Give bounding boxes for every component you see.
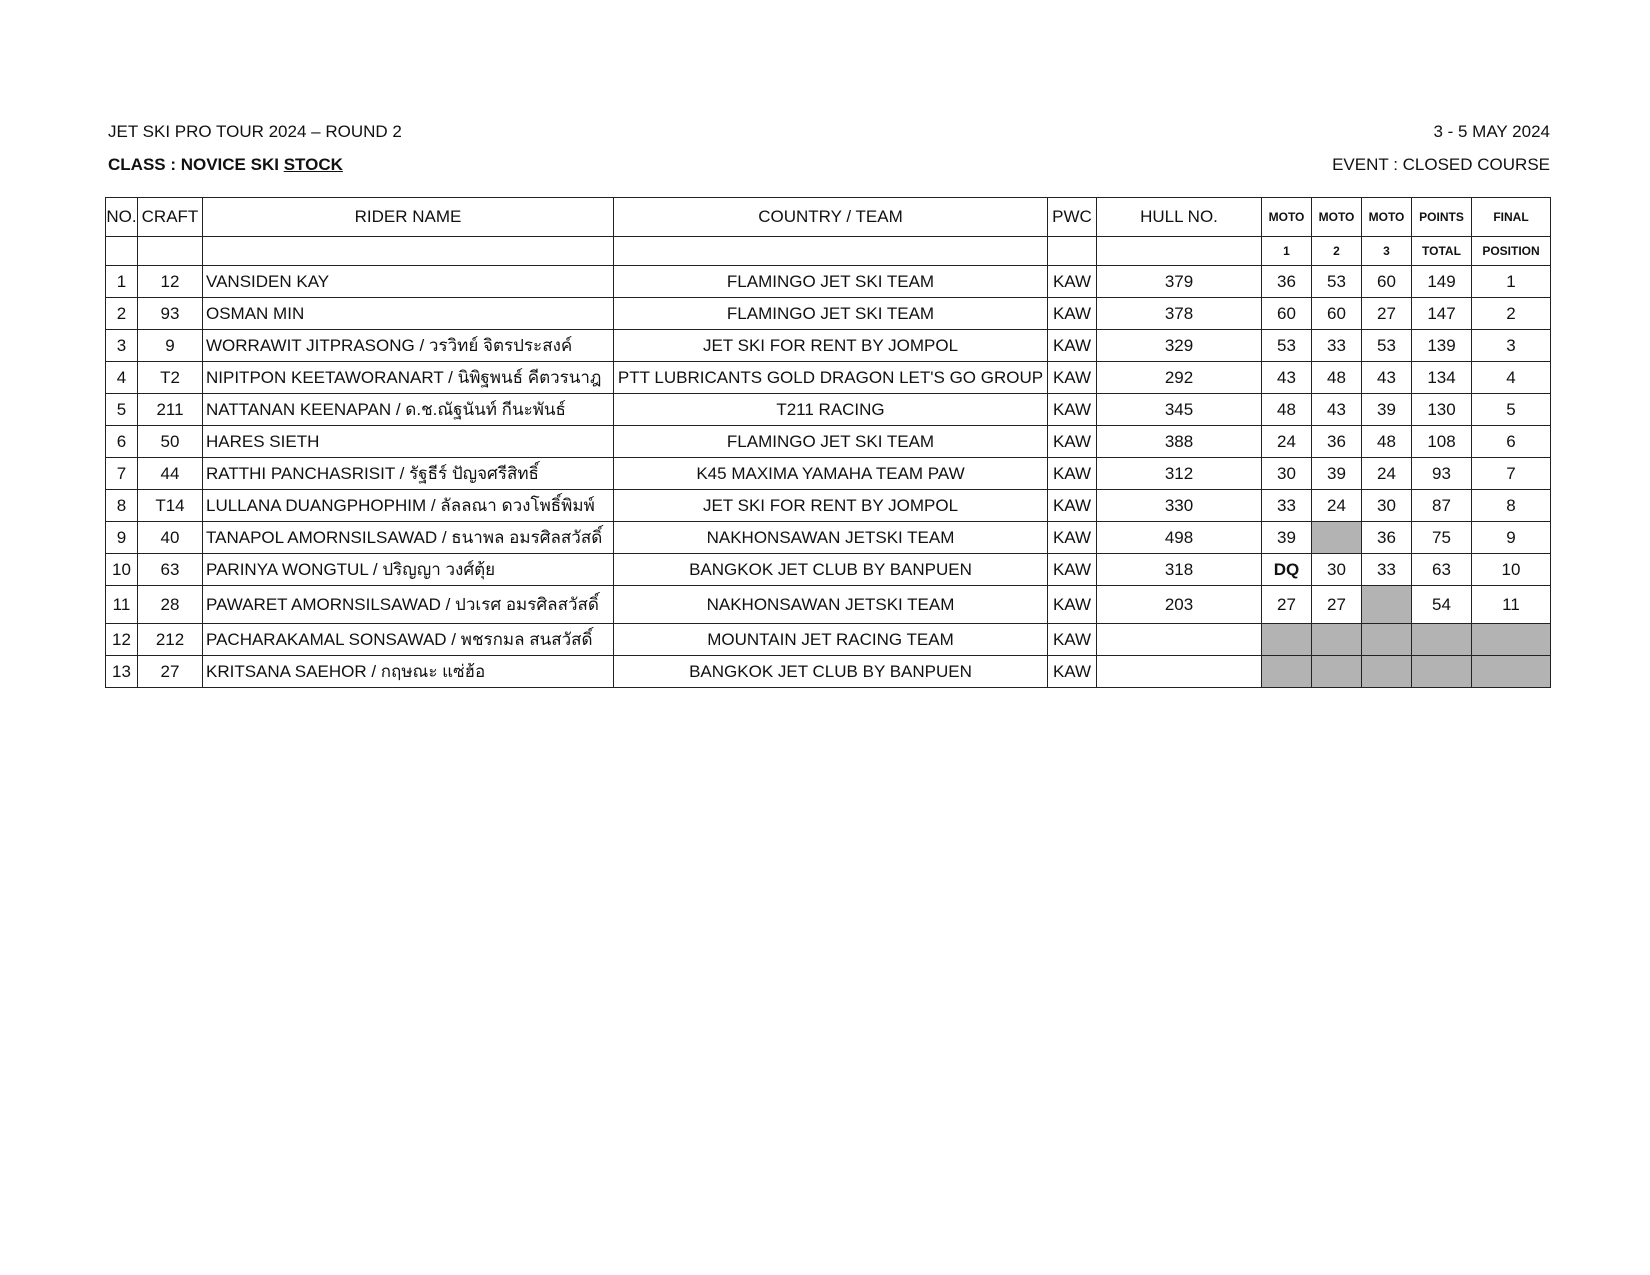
class-label <box>108 155 343 175</box>
cell-moto2 <box>1312 624 1362 656</box>
cell-moto2: 24 <box>1312 490 1362 522</box>
cell-no: 3 <box>106 330 138 362</box>
cell-craft: 40 <box>138 522 203 554</box>
cell-rider: NATTANAN KEENAPAN / ด.ช.ณัฐนันท์ กีนะพันธ์ <box>203 394 614 426</box>
cell-rider: OSMAN MIN <box>203 298 614 330</box>
cell-moto3: 60 <box>1362 266 1412 298</box>
cell-final-position: 2 <box>1472 298 1551 330</box>
cell-rider: LULLANA DUANGPHOPHIM / ลัลลณา ดวงโพธิ์พิมพ์ <box>203 490 614 522</box>
event-type: EVENT : CLOSED COURSE <box>1332 155 1550 174</box>
cell-moto2: 33 <box>1312 330 1362 362</box>
col-team-sub <box>614 237 1048 266</box>
table-row <box>106 490 1551 522</box>
class-stock: STOCK <box>283 155 343 174</box>
col-final-sub: POSITION <box>1472 237 1551 266</box>
cell-moto3: 36 <box>1362 522 1412 554</box>
cell-moto2: 43 <box>1312 394 1362 426</box>
cell-final-position <box>1472 656 1551 688</box>
cell-final-position: 7 <box>1472 458 1551 490</box>
cell-moto1: 24 <box>1262 426 1312 458</box>
cell-craft: 27 <box>138 656 203 688</box>
cell-craft: 211 <box>138 394 203 426</box>
col-moto2-sub: 2 <box>1312 237 1362 266</box>
results-table <box>105 197 1551 688</box>
cell-rider: PARINYA WONGTUL / ปริญญา วงศ์ตุ้ย <box>203 554 614 586</box>
cell-pwc: KAW <box>1048 586 1097 624</box>
cell-pwc: KAW <box>1048 330 1097 362</box>
cell-moto1: 27 <box>1262 586 1312 624</box>
cell-team: K45 MAXIMA YAMAHA TEAM PAW <box>614 458 1048 490</box>
cell-moto3: 48 <box>1362 426 1412 458</box>
cell-team: NAKHONSAWAN JETSKI TEAM <box>614 586 1048 624</box>
cell-rider: RATTHI PANCHASRISIT / รัฐธีร์ ปัญจศรีสิทธิ์ <box>203 458 614 490</box>
cell-hull: 345 <box>1097 394 1262 426</box>
cell-pwc: KAW <box>1048 554 1097 586</box>
cell-final-position: 9 <box>1472 522 1551 554</box>
cell-rider: TANAPOL AMORNSILSAWAD / ธนาพล อมรศิลสวัสดิ์ <box>203 522 614 554</box>
col-moto3: MOTO <box>1362 198 1412 237</box>
cell-no: 12 <box>106 624 138 656</box>
cell-craft: 12 <box>138 266 203 298</box>
header-row <box>106 198 1551 237</box>
cell-no: 2 <box>106 298 138 330</box>
cell-points-total: 93 <box>1412 458 1472 490</box>
cell-team: BANGKOK JET CLUB BY BANPUEN <box>614 554 1048 586</box>
cell-moto3: 24 <box>1362 458 1412 490</box>
cell-craft: 50 <box>138 426 203 458</box>
cell-moto2: 27 <box>1312 586 1362 624</box>
cell-moto3: 53 <box>1362 330 1412 362</box>
cell-team: FLAMINGO JET SKI TEAM <box>614 266 1048 298</box>
cell-points-total: 134 <box>1412 362 1472 394</box>
col-moto1-sub: 1 <box>1262 237 1312 266</box>
cell-pwc: KAW <box>1048 656 1097 688</box>
cell-rider: HARES SIETH <box>203 426 614 458</box>
cell-points-total: 149 <box>1412 266 1472 298</box>
cell-rider: PAWARET AMORNSILSAWAD / ปวเรศ อมรศิลสวัสดิ์ <box>203 586 614 624</box>
table-row <box>106 394 1551 426</box>
cell-no: 4 <box>106 362 138 394</box>
cell-hull: 378 <box>1097 298 1262 330</box>
cell-hull: 292 <box>1097 362 1262 394</box>
cell-craft: T2 <box>138 362 203 394</box>
col-moto1: MOTO <box>1262 198 1312 237</box>
cell-rider: KRITSANA SAEHOR / กฤษณะ แซ่ฮ้อ <box>203 656 614 688</box>
cell-craft: T14 <box>138 490 203 522</box>
cell-moto1: 39 <box>1262 522 1312 554</box>
table-row <box>106 656 1551 688</box>
cell-final-position: 5 <box>1472 394 1551 426</box>
cell-rider: NIPITPON KEETAWORANART / นิพิฐพนธ์ คีตวรนาฎ <box>203 362 614 394</box>
col-craft-sub <box>138 237 203 266</box>
cell-points-total <box>1412 624 1472 656</box>
cell-craft: 28 <box>138 586 203 624</box>
cell-moto1: 30 <box>1262 458 1312 490</box>
cell-hull: 498 <box>1097 522 1262 554</box>
class-prefix: CLASS : NOVICE SKI <box>108 155 284 174</box>
cell-moto1: 60 <box>1262 298 1312 330</box>
cell-moto2: 36 <box>1312 426 1362 458</box>
cell-final-position: 1 <box>1472 266 1551 298</box>
col-team: COUNTRY / TEAM <box>614 198 1048 237</box>
cell-points-total: 130 <box>1412 394 1472 426</box>
cell-moto2: 53 <box>1312 266 1362 298</box>
cell-hull <box>1097 624 1262 656</box>
cell-moto3 <box>1362 656 1412 688</box>
cell-final-position: 6 <box>1472 426 1551 458</box>
cell-hull: 379 <box>1097 266 1262 298</box>
cell-points-total: 108 <box>1412 426 1472 458</box>
cell-pwc: KAW <box>1048 394 1097 426</box>
cell-moto1: 48 <box>1262 394 1312 426</box>
cell-no: 10 <box>106 554 138 586</box>
col-moto2: MOTO <box>1312 198 1362 237</box>
cell-moto3 <box>1362 624 1412 656</box>
cell-no: 1 <box>106 266 138 298</box>
cell-no: 6 <box>106 426 138 458</box>
cell-team: NAKHONSAWAN JETSKI TEAM <box>614 522 1048 554</box>
cell-points-total: 147 <box>1412 298 1472 330</box>
cell-pwc: KAW <box>1048 266 1097 298</box>
cell-no: 8 <box>106 490 138 522</box>
cell-craft: 44 <box>138 458 203 490</box>
cell-no: 7 <box>106 458 138 490</box>
cell-final-position: 8 <box>1472 490 1551 522</box>
cell-no: 13 <box>106 656 138 688</box>
cell-pwc: KAW <box>1048 426 1097 458</box>
cell-moto2 <box>1312 522 1362 554</box>
table-row <box>106 266 1551 298</box>
cell-moto3: 27 <box>1362 298 1412 330</box>
cell-no: 5 <box>106 394 138 426</box>
cell-hull: 312 <box>1097 458 1262 490</box>
table-row <box>106 330 1551 362</box>
cell-pwc: KAW <box>1048 624 1097 656</box>
cell-points-total: 139 <box>1412 330 1472 362</box>
table-row <box>106 554 1551 586</box>
cell-moto2 <box>1312 656 1362 688</box>
cell-hull: 329 <box>1097 330 1262 362</box>
col-no-sub <box>106 237 138 266</box>
cell-final-position: 11 <box>1472 586 1551 624</box>
cell-rider: PACHARAKAMAL SONSAWAD / พชรกมล สนสวัสดิ์ <box>203 624 614 656</box>
cell-moto3: 43 <box>1362 362 1412 394</box>
table-row <box>106 426 1551 458</box>
col-craft: CRAFT <box>138 198 203 237</box>
event-title: JET SKI PRO TOUR 2024 – ROUND 2 <box>108 122 402 141</box>
cell-moto1: DQ <box>1262 554 1312 586</box>
col-rider: RIDER NAME <box>203 198 614 237</box>
col-points-sub: TOTAL <box>1412 237 1472 266</box>
cell-final-position: 10 <box>1472 554 1551 586</box>
cell-craft: 212 <box>138 624 203 656</box>
cell-final-position: 3 <box>1472 330 1551 362</box>
event-date: 3 - 5 MAY 2024 <box>1433 122 1550 141</box>
cell-rider: VANSIDEN KAY <box>203 266 614 298</box>
cell-points-total: 75 <box>1412 522 1472 554</box>
col-rider-sub <box>203 237 614 266</box>
cell-final-position: 4 <box>1472 362 1551 394</box>
cell-team: MOUNTAIN JET RACING TEAM <box>614 624 1048 656</box>
cell-rider: WORRAWIT JITPRASONG / วรวิทย์ จิตรประสงค์ <box>203 330 614 362</box>
col-points: POINTS <box>1412 198 1472 237</box>
cell-hull: 330 <box>1097 490 1262 522</box>
table-row <box>106 522 1551 554</box>
cell-no: 11 <box>106 586 138 624</box>
cell-moto2: 39 <box>1312 458 1362 490</box>
table-row <box>106 624 1551 656</box>
cell-hull: 388 <box>1097 426 1262 458</box>
cell-team: T211 RACING <box>614 394 1048 426</box>
cell-pwc: KAW <box>1048 458 1097 490</box>
cell-moto3: 33 <box>1362 554 1412 586</box>
cell-team: FLAMINGO JET SKI TEAM <box>614 426 1048 458</box>
cell-moto1: 36 <box>1262 266 1312 298</box>
cell-points-total: 87 <box>1412 490 1472 522</box>
cell-no: 9 <box>106 522 138 554</box>
col-hull: HULL NO. <box>1097 198 1262 237</box>
cell-moto1 <box>1262 624 1312 656</box>
table-row <box>106 362 1551 394</box>
cell-moto3: 30 <box>1362 490 1412 522</box>
cell-moto3 <box>1362 586 1412 624</box>
cell-team: JET SKI FOR RENT BY JOMPOL <box>614 490 1048 522</box>
cell-team: BANGKOK JET CLUB BY BANPUEN <box>614 656 1048 688</box>
col-moto3-sub: 3 <box>1362 237 1412 266</box>
col-final: FINAL <box>1472 198 1551 237</box>
table-row <box>106 586 1551 624</box>
cell-pwc: KAW <box>1048 298 1097 330</box>
cell-moto2: 48 <box>1312 362 1362 394</box>
cell-moto2: 30 <box>1312 554 1362 586</box>
cell-points-total: 54 <box>1412 586 1472 624</box>
cell-craft: 63 <box>138 554 203 586</box>
cell-pwc: KAW <box>1048 490 1097 522</box>
cell-moto1 <box>1262 656 1312 688</box>
cell-moto2: 60 <box>1312 298 1362 330</box>
cell-hull: 318 <box>1097 554 1262 586</box>
col-pwc-sub <box>1048 237 1097 266</box>
col-pwc: PWC <box>1048 198 1097 237</box>
cell-final-position <box>1472 624 1551 656</box>
cell-moto1: 43 <box>1262 362 1312 394</box>
cell-team: JET SKI FOR RENT BY JOMPOL <box>614 330 1048 362</box>
cell-craft: 9 <box>138 330 203 362</box>
cell-pwc: KAW <box>1048 522 1097 554</box>
cell-craft: 93 <box>138 298 203 330</box>
cell-moto1: 33 <box>1262 490 1312 522</box>
cell-hull: 203 <box>1097 586 1262 624</box>
cell-moto3: 39 <box>1362 394 1412 426</box>
cell-pwc: KAW <box>1048 362 1097 394</box>
col-hull-sub <box>1097 237 1262 266</box>
results-body <box>106 266 1551 688</box>
col-no: NO. <box>106 198 138 237</box>
table-row <box>106 458 1551 490</box>
header-row-2 <box>106 237 1551 266</box>
table-row <box>106 298 1551 330</box>
cell-team: FLAMINGO JET SKI TEAM <box>614 298 1048 330</box>
cell-hull <box>1097 656 1262 688</box>
cell-moto1: 53 <box>1262 330 1312 362</box>
cell-points-total: 63 <box>1412 554 1472 586</box>
cell-team: PTT LUBRICANTS GOLD DRAGON LET'S GO GROUP <box>614 362 1048 394</box>
cell-points-total <box>1412 656 1472 688</box>
